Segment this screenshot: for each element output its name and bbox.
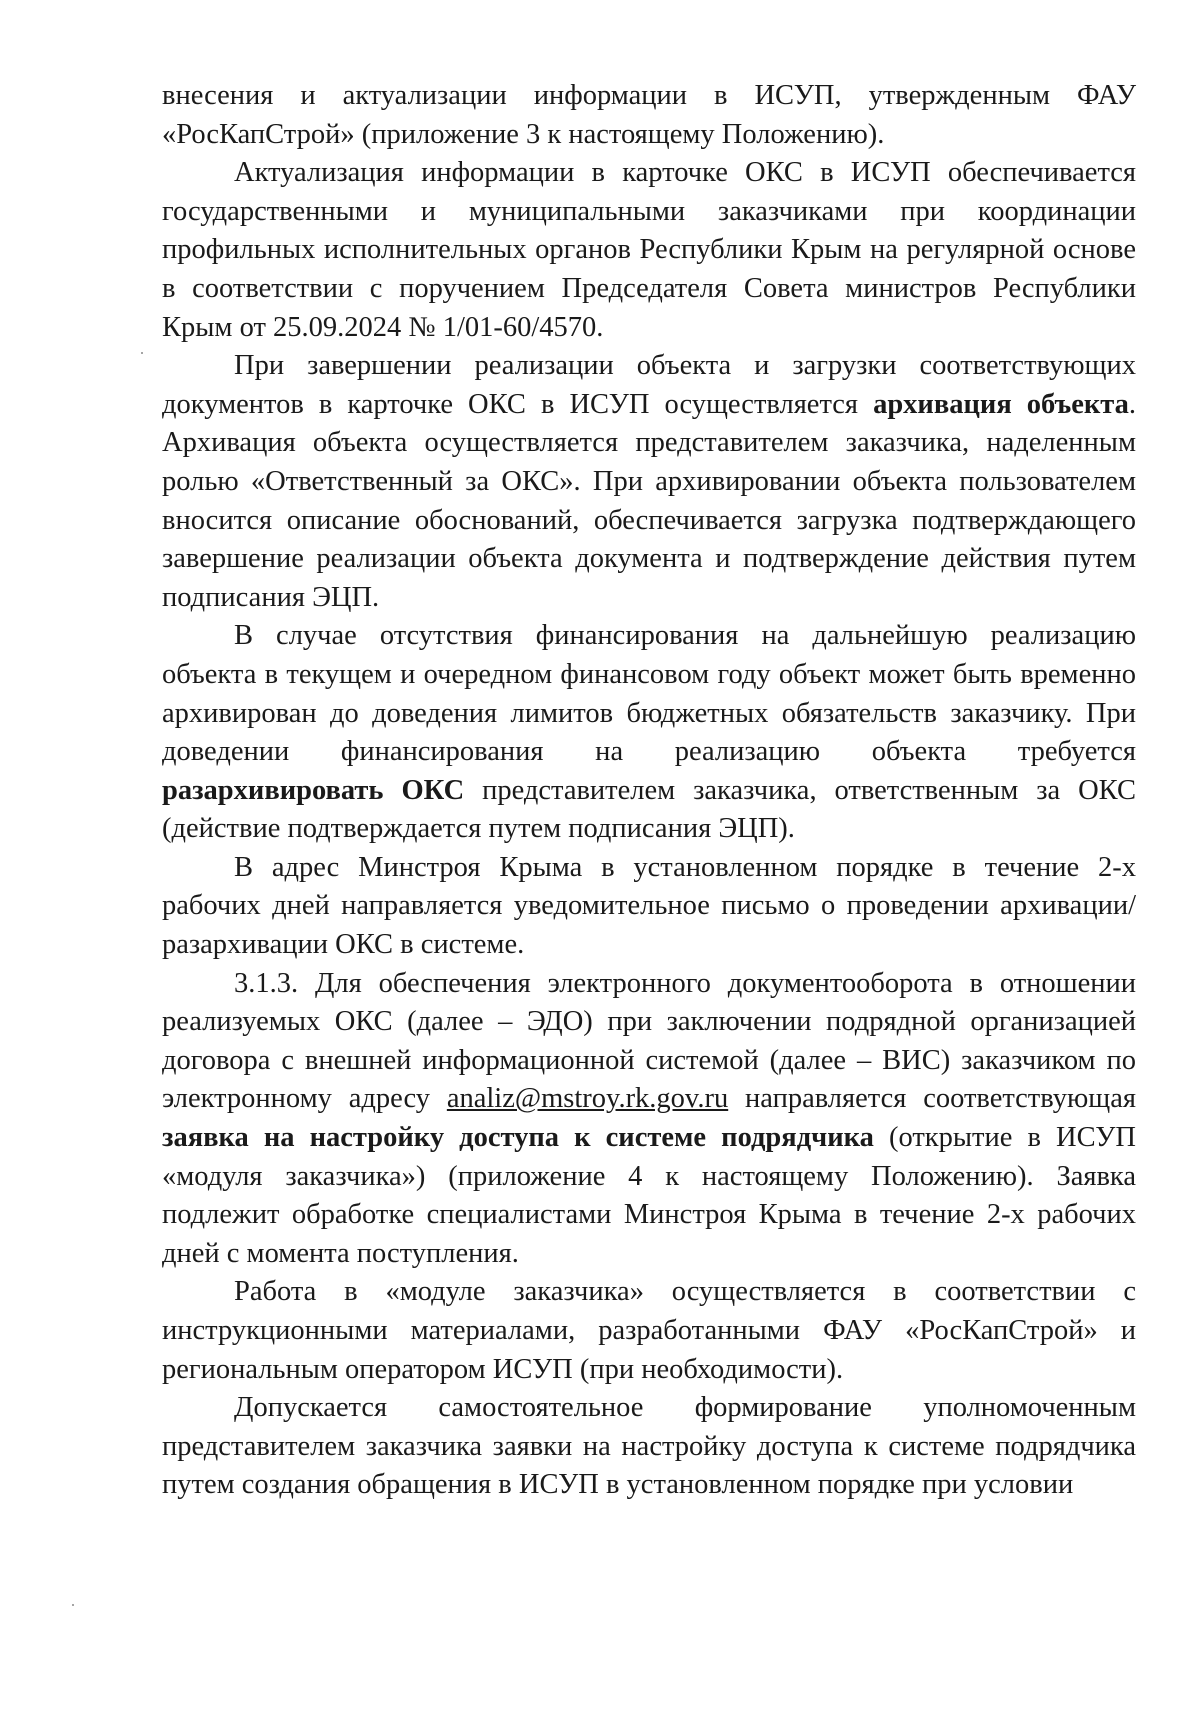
bold-term-unarchive: разархивировать ОКС — [162, 774, 465, 806]
paragraph-7: Работа в «модуле заказчика» осуществляется в соответствии с инструкционными материалами, разработанными ФАУ «РосКапСтрой» и региональным оператором ИСУП (при необходимости). — [162, 1276, 1136, 1385]
document-body — [162, 77, 1136, 1505]
paragraph-6: 3.1.3. Для обеспечения электронного документооборота в отношении реализуемых ОКС (далее – ЭДО) при заключении подрядной организацией договора с внешней информационной системой (далее – ВИС) заказчиком по электронному адресу analiz@mstroy.rk.gov.ru направляется соответствующая заявка на настройку доступа к системе подрядчика (открытие в ИСУП «модуля заказчика») (приложение 4 к настоящему Положению). Заявка подлежит обработке специалистами Минстроя Крыма в течение 2-х рабочих дней с момента поступления. — [162, 967, 1136, 1269]
paragraph-4: В случае отсутствия финансирования на дальнейшую реализацию объекта в текущем и очередном финансовом году объект может быть временно архивирован до доведения лимитов бюджетных обязательств заказчику. При доведении финансирования на реализацию объекта требуется разархивировать ОКС представителем заказчика, ответственным за ОКС (действие подтверждается путем подписания ЭЦП). — [162, 620, 1136, 845]
bold-term-access-request: заявка на настройку доступа к системе подрядчика — [162, 1122, 874, 1154]
email-link[interactable]: analiz@mstroy.rk.gov.ru — [446, 1083, 729, 1115]
paragraph-3: При завершении реализации объекта и загрузки соответствующих документов в карточке ОКС в ИСУП осуществляется архивация объекта. Архивация объекта осуществляется представителем заказчика, наделенным ролью «Ответственный за ОКС». При архивировании объекта пользователем вносится описание обоснований, обеспечивается загрузка подтверждающего завершение реализации объекта документа и подтверждение действия путем подписания ЭЦП. — [162, 350, 1136, 613]
paragraph-8: Допускается самостоятельное формирование уполномоченным представителем заказчика заявки на настройку доступа к системе подрядчика путем создания обращения в ИСУП в установленном порядке при условии — [162, 1392, 1136, 1501]
scan-speck — [141, 352, 143, 354]
paragraph-2: Актуализация информации в карточке ОКС в ИСУП обеспечивается государственными и муниципальными заказчиками при координации профильных исполнительных органов Республики Крым на регулярной основе в соответствии с поручением Председателя Совета министров Республики Крым от 25.09.2024 № 1/01-60/4570. — [162, 157, 1136, 343]
scan-speck — [72, 1604, 74, 1606]
paragraph-5: В адрес Минстроя Крыма в установленном порядке в течение 2-х рабочих дней направляется уведомительное письмо о проведении архивации/разархивации ОКС в системе. — [162, 851, 1136, 961]
paragraph-1: внесения и актуализации информации в ИСУП, утвержденным ФАУ «РосКапСтрой» (приложение 3 к настоящему Положению). — [162, 80, 1136, 150]
bold-term-archiving: архивация объекта — [873, 388, 1129, 420]
